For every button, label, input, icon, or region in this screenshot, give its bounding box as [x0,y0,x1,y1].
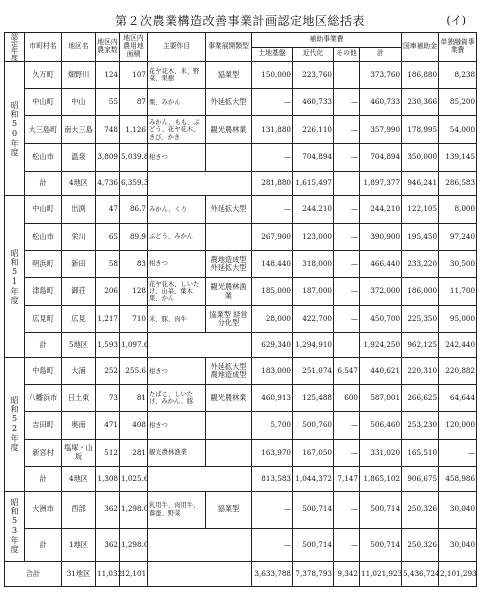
district-cell: 広見 [62,306,96,333]
single-finance-cell: — [439,439,477,466]
single-finance-cell: 8,238 [439,62,477,89]
subtotal-cell: 506,460 [360,412,402,439]
total-modern-cost: 500,714 [293,528,334,562]
subtotal-cell: 244,210 [360,196,402,223]
other-cost-cell [334,62,360,89]
district-cell: 日土東 [62,385,96,412]
modern-cost-cell: 123,000 [293,223,334,250]
district-cell: 西部 [62,491,96,528]
header-year: 認定年度 [5,33,25,62]
city-cell: 八幡浜市 [25,385,62,412]
single-finance-cell: 54,000 [439,116,477,144]
crops-cell: 柑きつ [148,412,206,439]
district-cell: 出渕 [62,196,96,223]
total-households: 1,593 [96,333,120,358]
modern-cost-cell: 460,733 [293,89,334,116]
households-cell: 3,809 [96,144,120,171]
modern-cost-cell: 500,760 [293,412,334,439]
other-cost-cell: — [334,491,360,528]
city-cell: 新宮村 [25,439,62,466]
crops-cell: たばこ、しいたけ、みかん、豚 [148,385,206,412]
total-label: 計 [25,171,62,196]
base-cost-cell: 148,440 [252,250,293,277]
header-subsidy: 補助事業費 [252,33,402,48]
page-label: (イ) [446,14,466,27]
empty-cell [148,333,252,358]
table-row [5,196,477,223]
modern-cost-cell: 187,000 [293,278,334,306]
households-cell: 512 [96,439,120,466]
modern-cost-cell: 167,050 [293,439,334,466]
type-cell: 観光農林業 [206,385,252,412]
type-cell: 協業型 [206,491,252,528]
total-district-count: 1地区 [62,528,96,562]
national-subsidy-cell: 195,450 [402,223,439,250]
table-row [5,491,477,528]
crops-cell: 栗、みかん [148,89,206,116]
header-farmland: 地区内農用地面積 [120,33,148,62]
total-subtotal: 1,897,377 [360,171,402,196]
other-cost-cell: — [334,412,360,439]
total-base-cost: — [252,528,293,562]
households-cell: 55 [96,89,120,116]
total-base-cost: 813,583 [252,466,293,491]
households-cell: 1,217 [96,306,120,333]
farmland-cell: 87 [120,89,148,116]
national-subsidy-cell: 233,220 [402,250,439,277]
city-cell: 中山町 [25,196,62,223]
crops-cell: 柑きつ [148,250,206,277]
subtotal-cell: 390,900 [360,223,402,250]
total-households: 4,736 [96,171,120,196]
crops-cell: ぶどう、みかん [148,223,206,250]
single-finance-cell: 95,000 [439,306,477,333]
type-cell [206,223,252,250]
households-cell: 47 [96,196,120,223]
households-cell: 206 [96,278,120,306]
total-district-count: 5地区 [62,333,96,358]
single-finance-cell: 97,240 [439,223,477,250]
households-cell: 748 [96,116,120,144]
subtotal-row [5,171,477,196]
grand-total-district-count: 31地区 [62,562,96,587]
other-cost-cell: — [334,306,360,333]
total-label: 計 [25,528,62,562]
modern-cost-cell: 223,760 [293,62,334,89]
total-label: 計 [25,466,62,491]
total-farmland: 1,298.0 [120,528,148,562]
other-cost-cell: — [334,116,360,144]
farmland-cell: 710 [120,306,148,333]
total-farmland: 6,359.3 [120,171,148,196]
district-cell: 畑野川 [62,62,96,89]
district-cell: 栄川 [62,223,96,250]
national-subsidy-cell: 225,350 [402,306,439,333]
city-cell: 大三島町 [25,116,62,144]
total-farmland: 1,025.6 [120,466,148,491]
total-national: 250,326 [402,528,439,562]
total-national: 946,241 [402,171,439,196]
table-row [5,223,477,250]
subtotal-cell: 460,733 [360,89,402,116]
total-base-cost: 629,340 [252,333,293,358]
subtotal-cell: 587,001 [360,385,402,412]
city-cell: 中山町 [25,89,62,116]
type-cell: 協業型 経営分化型 [206,306,252,333]
households-cell: 65 [96,223,120,250]
type-cell: 外延拡大型 [206,89,252,116]
table-row [5,358,477,385]
subtotal-cell: 500,714 [360,491,402,528]
grand-total-row [5,562,477,587]
district-cell: 南大三島 [62,116,96,144]
type-cell [206,144,252,171]
header-base: 土地基盤 [252,47,293,62]
farmland-cell: 5,039.8 [120,144,148,171]
base-cost-cell: 28,000 [252,306,293,333]
table-row [5,278,477,306]
single-finance-cell: 8,000 [439,196,477,223]
single-finance-cell: 30,040 [439,491,477,528]
table-row [5,250,477,277]
district-cell: 中山 [62,89,96,116]
crops-cell: 観光農林漁業 [148,439,206,466]
modern-cost-cell: 500,714 [293,491,334,528]
base-cost-cell: — [252,196,293,223]
farmland-cell: 83 [120,250,148,277]
modern-cost-cell: 251,074 [293,358,334,385]
subtotal-cell: 704,894 [360,144,402,171]
type-cell: 外延拡大型 [206,196,252,223]
base-cost-cell: 460,913 [252,385,293,412]
type-cell: 外延拡大型 農地造成型 [206,358,252,385]
total-single: 458,986 [439,466,477,491]
modern-cost-cell: 125,488 [293,385,334,412]
grand-total-single: 2,101,293 [439,562,477,587]
single-finance-cell: 139,145 [439,144,477,171]
empty-cell [148,562,252,587]
national-subsidy-cell: 220,310 [402,358,439,385]
subtotal-cell: 357,990 [360,116,402,144]
total-other-cost [334,171,360,196]
district-cell: 新田 [62,250,96,277]
other-cost-cell: — [334,278,360,306]
type-cell: 観光農林漁業 [206,278,252,306]
crops-cell: 米、豚、肉牛 [148,306,206,333]
table-row [5,89,477,116]
city-cell: 中島町 [25,358,62,385]
total-district-count: 4地区 [62,466,96,491]
base-cost-cell: — [252,89,293,116]
modern-cost-cell: 422,700 [293,306,334,333]
city-cell: 吉田町 [25,412,62,439]
base-cost-cell: 131,880 [252,116,293,144]
type-cell [206,412,252,439]
subtotal-row [5,333,477,358]
type-cell: 農地造成型 外延拡大型 [206,250,252,277]
base-cost-cell: 150,000 [252,62,293,89]
crops-cell: 柑きつ [148,358,206,385]
households-cell: 58 [96,250,120,277]
city-cell: 広見町 [25,306,62,333]
subtotal-cell: 373,760 [360,62,402,89]
total-modern-cost: 1,615,497 [293,171,334,196]
year-cell: 昭和51年度 [5,196,25,358]
district-cell: 塩塚・山坂 [62,439,96,466]
single-finance-cell: 11,700 [439,278,477,306]
crops-cell: 乳用牛、肉用牛、養蚕、野菜 [148,491,206,528]
district-cell: 奥南 [62,412,96,439]
households-cell: 252 [96,358,120,385]
district-cell: 大浦 [62,358,96,385]
header-other: その他 [334,47,360,62]
subtotal-row [5,466,477,491]
document-title: 第２次農業構造改善事業計画認定地区総括表 [114,14,365,28]
total-national: 906,675 [402,466,439,491]
total-modern-cost: 1,294,910 [293,333,334,358]
district-cell: 御荘 [62,278,96,306]
table-row [5,412,477,439]
header-national: 国庫補助金 [402,33,439,62]
table-row [5,144,477,171]
households-cell: 471 [96,412,120,439]
total-other-cost [334,333,360,358]
total-single: 30,040 [439,528,477,562]
grand-total-subtotal: 11,021,923 [360,562,402,587]
total-modern-cost: 1,044,372 [293,466,334,491]
type-cell [206,439,252,466]
total-label: 計 [25,333,62,358]
farmland-cell: 281 [120,439,148,466]
table-row [5,385,477,412]
district-cell: 温泉 [62,144,96,171]
table-row [5,306,477,333]
city-cell: 大洲市 [25,491,62,528]
base-cost-cell: — [252,144,293,171]
header-single: 単独融資事業費 [439,33,477,62]
national-subsidy-cell: 266,625 [402,385,439,412]
type-cell: 協業型 [206,62,252,89]
farmland-cell: 81 [120,385,148,412]
header-crops: 主要作目 [148,33,206,62]
modern-cost-cell: 244,210 [293,196,334,223]
national-subsidy-cell: 186,000 [402,278,439,306]
year-cell: 昭和52年度 [5,358,25,492]
modern-cost-cell: 318,000 [293,250,334,277]
subtotal-cell: 466,440 [360,250,402,277]
other-cost-cell: 6,547 [334,358,360,385]
type-cell: 観光農林業 [206,116,252,144]
total-single: 242,440 [439,333,477,358]
crops-cell: みかん、もも、ぶどう、花ヤ花木、きび、かき [148,116,206,144]
grand-total-national: 5,436,724 [402,562,439,587]
year-cell: 昭和50年度 [5,62,25,196]
subtotal-cell: 450,700 [360,306,402,333]
header-subtotal: 計 [360,47,402,62]
modern-cost-cell: 704,894 [293,144,334,171]
national-subsidy-cell: 122,105 [402,196,439,223]
single-finance-cell: 64,644 [439,385,477,412]
other-cost-cell: — [334,144,360,171]
total-households: 1,308 [96,466,120,491]
city-cell: 松山市 [25,223,62,250]
total-district-count: 4地区 [62,171,96,196]
farmland-cell: 255.6 [120,358,148,385]
total-farmland: 1,097.6 [120,333,148,358]
total-national: 962,125 [402,333,439,358]
summary-table [4,32,477,587]
crops-cell: 花ヤ花木、しいたけ、山菜、葉木果、かん [148,278,206,306]
header-type: 事業展開類型 [206,33,252,62]
total-other-cost: — [334,528,360,562]
grand-total-households: 11,032 [96,562,120,587]
total-other-cost: 7,147 [334,466,360,491]
header-city: 市町村名 [25,33,62,62]
national-subsidy-cell: 253,230 [402,412,439,439]
farmland-cell: 107 [120,62,148,89]
table-body [5,62,477,587]
single-finance-cell: 85,200 [439,89,477,116]
empty-cell [148,466,252,491]
total-single: 286,583 [439,171,477,196]
city-cell: 松山市 [25,144,62,171]
other-cost-cell: — [334,223,360,250]
empty-cell [148,528,252,562]
total-subtotal: 1,924,250 [360,333,402,358]
other-cost-cell: — [334,439,360,466]
grand-total-base-cost: 3,633,788 [252,562,293,587]
city-cell: 明浜町 [25,250,62,277]
single-finance-cell: 220,882 [439,358,477,385]
farmland-cell: 128 [120,278,148,306]
farmland-cell: 1,298.0 [120,491,148,528]
base-cost-cell: 163,970 [252,439,293,466]
other-cost-cell: 600 [334,385,360,412]
national-subsidy-cell: 250,326 [402,491,439,528]
national-subsidy-cell: 178,995 [402,116,439,144]
base-cost-cell: 183,000 [252,358,293,385]
base-cost-cell: 5,700 [252,412,293,439]
crops-cell: みかん、くり [148,196,206,223]
grand-total-other-cost: 9,342 [334,562,360,587]
grand-total-label: 合計 [5,562,62,587]
year-cell: 昭和53年度 [5,491,25,561]
table-row [5,62,477,89]
crops-cell: 柑きつ [148,144,206,171]
farmland-cell: 89.9 [120,223,148,250]
subtotal-cell: 440,621 [360,358,402,385]
table-row [5,439,477,466]
national-subsidy-cell: 350,000 [402,144,439,171]
total-households: 362 [96,528,120,562]
national-subsidy-cell: 165,510 [402,439,439,466]
total-subtotal: 1,865,102 [360,466,402,491]
households-cell: 73 [96,385,120,412]
city-cell: 津島町 [25,278,62,306]
farmland-cell: 408 [120,412,148,439]
households-cell: 124 [96,62,120,89]
single-finance-cell: 30,500 [439,250,477,277]
grand-total-modern-cost: 7,378,793 [293,562,334,587]
base-cost-cell: 185,000 [252,278,293,306]
other-cost-cell: — [334,89,360,116]
grand-total-farmland: 12,101 [120,562,148,587]
modern-cost-cell: 226,110 [293,116,334,144]
table-row [5,116,477,144]
base-cost-cell: — [252,491,293,528]
crops-cell: 花ヤ花木、米、野菜、果樹 [148,62,206,89]
subtotal-cell: 372,000 [360,278,402,306]
header-households: 地区内農家数 [96,33,120,62]
base-cost-cell: 267,900 [252,223,293,250]
other-cost-cell: — [334,250,360,277]
national-subsidy-cell: 230,366 [402,89,439,116]
other-cost-cell: — [334,196,360,223]
farmland-cell: 1,126 [120,116,148,144]
city-cell: 久万町 [25,62,62,89]
empty-cell [148,171,252,196]
farmland-cell: 86.7 [120,196,148,223]
subtotal-cell: 331,020 [360,439,402,466]
households-cell: 362 [96,491,120,528]
subtotal-row [5,528,477,562]
national-subsidy-cell: 186,880 [402,62,439,89]
single-finance-cell: 120,000 [439,412,477,439]
header-modern: 近代化 [293,47,334,62]
total-subtotal: 500,714 [360,528,402,562]
total-base-cost: 281,880 [252,171,293,196]
header-district: 地区名 [62,33,96,62]
